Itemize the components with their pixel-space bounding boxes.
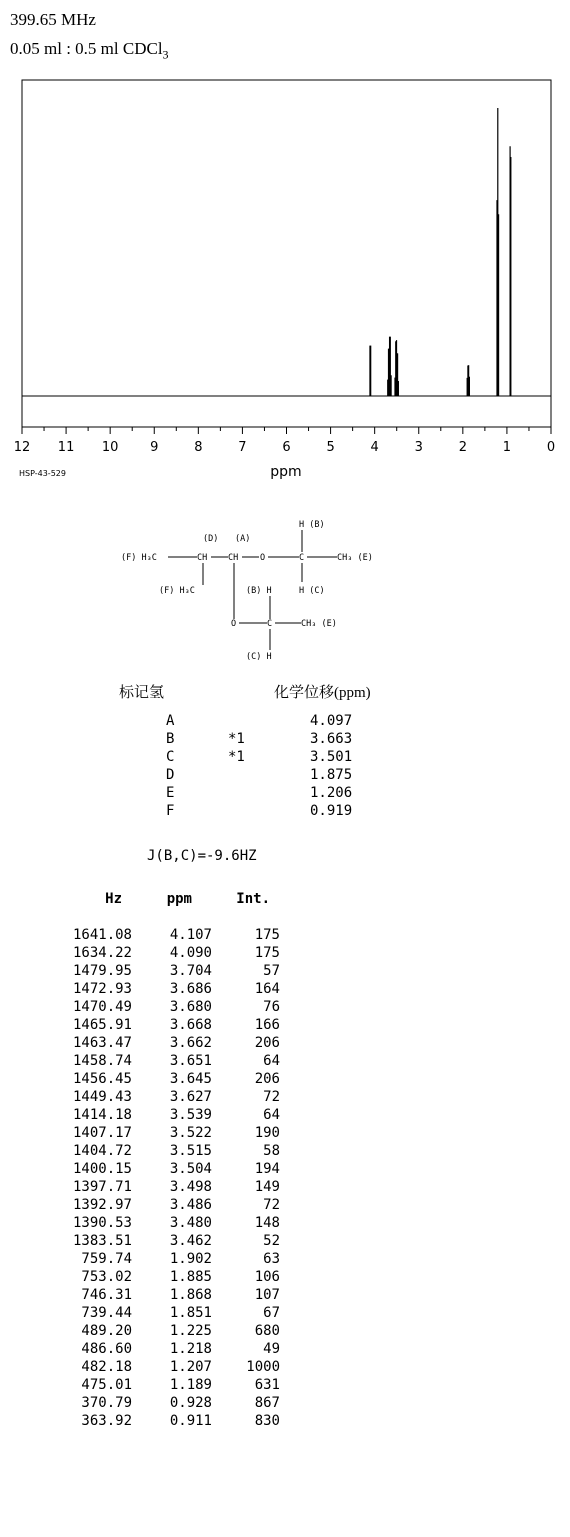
- cell-ppm: 0.911: [169, 1413, 212, 1429]
- cell-hz: 1463.47: [72, 1035, 132, 1051]
- cell-ppm: 3.539: [169, 1107, 212, 1123]
- cell-ppm: 4.107: [169, 927, 212, 943]
- cell-int: 49: [263, 1341, 280, 1357]
- table-row: [60, 1323, 290, 1341]
- cell-ppm: 1.218: [169, 1341, 212, 1357]
- structure-label-d: (D): [203, 534, 219, 544]
- tick-label: 1: [502, 440, 512, 455]
- cell-int: 867: [254, 1395, 280, 1411]
- cell-hz: 1414.18: [72, 1107, 132, 1123]
- cell-ppm: 1.868: [169, 1287, 212, 1303]
- tick-label: 12: [13, 440, 31, 455]
- cell-ppm: 3.480: [169, 1215, 212, 1231]
- assignment-row: [166, 749, 386, 767]
- structure-label-ch-d: CH: [197, 553, 208, 563]
- cell-hz: 1397.71: [72, 1179, 132, 1195]
- assignment-label: F: [166, 803, 175, 819]
- cell-int: 149: [254, 1179, 280, 1195]
- table-row: [60, 963, 290, 981]
- tick-label: 7: [238, 440, 247, 455]
- cell-ppm: 1.225: [169, 1323, 212, 1339]
- tick-label: 0: [546, 440, 556, 455]
- plot-frame: [22, 80, 551, 427]
- table-row: [60, 1413, 290, 1431]
- cell-hz: 1449.43: [72, 1089, 132, 1105]
- cell-int: 52: [263, 1233, 280, 1249]
- tick-label: 5: [326, 440, 335, 455]
- cell-hz: 1390.53: [72, 1215, 132, 1231]
- assignment-ppm: 4.097: [310, 713, 353, 729]
- table-row: [60, 981, 290, 999]
- structure-label-c2: C: [267, 619, 273, 629]
- table-row: [60, 1107, 290, 1125]
- assignment-ppm: 3.663: [310, 731, 353, 747]
- structure-label-hb-top: H (B): [299, 520, 325, 530]
- table-row: [60, 1071, 290, 1089]
- solvent-subscript: 3: [162, 47, 169, 62]
- cell-hz: 482.18: [81, 1359, 132, 1375]
- cell-int: 64: [263, 1107, 280, 1123]
- table-row: [60, 1125, 290, 1143]
- cell-hz: 1456.45: [72, 1071, 132, 1087]
- peak-table-header: [60, 891, 290, 927]
- cell-ppm: 3.522: [169, 1125, 212, 1141]
- structure-label-ch3e1: CH₃ (E): [337, 553, 373, 563]
- assignment-header-label: 标记氢: [119, 685, 165, 701]
- cell-hz: 753.02: [81, 1269, 132, 1285]
- cell-hz: 486.60: [81, 1341, 132, 1357]
- structure-label-f2: (F) H₃C: [159, 586, 195, 596]
- cell-ppm: 3.498: [169, 1179, 212, 1195]
- cell-int: 175: [254, 927, 280, 943]
- solvent-text: 0.05 ml : 0.5 ml CDCl: [10, 39, 163, 58]
- cell-int: 64: [263, 1053, 280, 1069]
- cell-ppm: 3.486: [169, 1197, 212, 1213]
- assignment-row: [166, 767, 386, 785]
- cell-hz: 1472.93: [72, 981, 132, 997]
- cell-ppm: 3.651: [169, 1053, 212, 1069]
- table-row: [60, 1179, 290, 1197]
- cell-hz: 1479.95: [72, 963, 132, 979]
- x-axis-label: ppm: [270, 464, 302, 480]
- assignment-label: B: [166, 731, 175, 747]
- cell-hz: 1392.97: [72, 1197, 132, 1213]
- coupling-constant: J(B,C)=-9.6HZ: [147, 848, 257, 864]
- table-row: [60, 1341, 290, 1359]
- table-row: [60, 1143, 290, 1161]
- structure-label-f1: (F) H₃C: [121, 553, 157, 563]
- cell-hz: 746.31: [81, 1287, 132, 1303]
- cell-int: 1000: [246, 1359, 280, 1375]
- cell-hz: 1470.49: [72, 999, 132, 1015]
- cell-int: 631: [254, 1377, 280, 1393]
- table-row: [60, 999, 290, 1017]
- cell-int: 106: [254, 1269, 280, 1285]
- cell-int: 206: [254, 1071, 280, 1087]
- tick-label: 4: [370, 440, 379, 455]
- cell-int: 72: [263, 1197, 280, 1213]
- table-row: [60, 1305, 290, 1323]
- cell-int: 680: [254, 1323, 280, 1339]
- structure-label-ch3e2: CH₃ (E): [301, 619, 337, 629]
- spectrometer-frequency: 399.65 MHz: [10, 10, 96, 29]
- assignment-row: [166, 713, 386, 731]
- cell-ppm: 3.680: [169, 999, 212, 1015]
- table-row: [60, 1287, 290, 1305]
- cell-int: 175: [254, 945, 280, 961]
- table-row: [60, 1377, 290, 1395]
- cell-hz: 1641.08: [72, 927, 132, 943]
- cell-ppm: 1.189: [169, 1377, 212, 1393]
- peak-series: [370, 108, 511, 396]
- cell-ppm: 3.668: [169, 1017, 212, 1033]
- cell-hz: 759.74: [81, 1251, 132, 1267]
- cell-ppm: 1.851: [169, 1305, 212, 1321]
- cell-ppm: 3.686: [169, 981, 212, 997]
- peak-table: [60, 891, 290, 1431]
- structure-label-ch-bottom: (C) H: [246, 652, 272, 662]
- cell-hz: 1634.22: [72, 945, 132, 961]
- structure-label-c1: C: [299, 553, 305, 563]
- spectrum-code: HSP-43-529: [19, 469, 66, 478]
- tick-label: 6: [282, 440, 291, 455]
- cell-ppm: 1.902: [169, 1251, 212, 1267]
- cell-hz: 363.92: [81, 1413, 132, 1429]
- structure-label-bh: (B) H: [246, 586, 272, 596]
- assignment-row: [166, 785, 386, 803]
- cell-hz: 1458.74: [72, 1053, 132, 1069]
- assignment-note: *1: [228, 731, 245, 747]
- header-ppm: ppm: [166, 891, 192, 907]
- cell-ppm: 3.504: [169, 1161, 212, 1177]
- cell-ppm: 1.207: [169, 1359, 212, 1375]
- table-row: [60, 945, 290, 963]
- cell-int: 148: [254, 1215, 280, 1231]
- assignment-ppm: 1.206: [310, 785, 353, 801]
- tick-label: 2: [458, 440, 467, 455]
- structure-label-o2: O: [231, 619, 237, 629]
- assignment-row: [166, 803, 386, 821]
- table-row: [60, 1089, 290, 1107]
- cell-hz: 1407.17: [72, 1125, 132, 1141]
- cell-hz: 475.01: [81, 1377, 132, 1393]
- table-row: [60, 1197, 290, 1215]
- structure-label-o1: O: [260, 553, 266, 563]
- cell-int: 830: [254, 1413, 280, 1429]
- cell-hz: 1383.51: [72, 1233, 132, 1249]
- cell-ppm: 3.645: [169, 1071, 212, 1087]
- assignment-ppm: 1.875: [310, 767, 353, 783]
- assignment-label: C: [166, 749, 175, 765]
- table-row: [60, 1053, 290, 1071]
- cell-ppm: 1.885: [169, 1269, 212, 1285]
- table-row: [60, 1035, 290, 1053]
- assignment-label: A: [166, 713, 175, 729]
- tick-label: 8: [194, 440, 203, 455]
- assignment-ppm: 3.501: [310, 749, 353, 765]
- molecular-structure: [115, 515, 395, 665]
- cell-int: 164: [254, 981, 280, 997]
- cell-hz: 739.44: [81, 1305, 132, 1321]
- header-hz: Hz: [105, 891, 122, 907]
- table-row: [60, 1233, 290, 1251]
- cell-hz: 370.79: [81, 1395, 132, 1411]
- tick-label: 11: [57, 440, 75, 455]
- table-row: [60, 1161, 290, 1179]
- cell-int: 57: [263, 963, 280, 979]
- structure-label-a: (A): [235, 534, 251, 544]
- cell-int: 166: [254, 1017, 280, 1033]
- cell-ppm: 0.928: [169, 1395, 212, 1411]
- cell-hz: 489.20: [81, 1323, 132, 1339]
- assignment-row: [166, 731, 386, 749]
- assignment-note: *1: [228, 749, 245, 765]
- assignment-label: D: [166, 767, 175, 783]
- assignment-table: [166, 713, 386, 821]
- tick-label: 3: [414, 440, 423, 455]
- cell-int: 58: [263, 1143, 280, 1159]
- cell-ppm: 3.627: [169, 1089, 212, 1105]
- cell-int: 76: [263, 999, 280, 1015]
- cell-hz: 1400.15: [72, 1161, 132, 1177]
- structure-label-hc-top: H (C): [299, 586, 325, 596]
- cell-hz: 1404.72: [72, 1143, 132, 1159]
- cell-int: 72: [263, 1089, 280, 1105]
- header-int: Int.: [236, 891, 270, 907]
- cell-int: 194: [254, 1161, 280, 1177]
- table-row: [60, 1359, 290, 1377]
- assignment-header-shift: 化学位移(ppm): [274, 685, 371, 701]
- tick-label: 10: [101, 440, 119, 455]
- cell-int: 63: [263, 1251, 280, 1267]
- table-row: [60, 927, 290, 945]
- cell-ppm: 3.515: [169, 1143, 212, 1159]
- table-row: [60, 1017, 290, 1035]
- cell-ppm: 3.704: [169, 963, 212, 979]
- cell-ppm: 3.462: [169, 1233, 212, 1249]
- structure-label-ch-a: CH: [228, 553, 239, 563]
- table-row: [60, 1269, 290, 1287]
- cell-int: 206: [254, 1035, 280, 1051]
- peak-table-body: [60, 927, 290, 1431]
- tick-label: 9: [150, 440, 159, 455]
- cell-ppm: 4.090: [169, 945, 212, 961]
- table-row: [60, 1215, 290, 1233]
- assignment-ppm: 0.919: [310, 803, 353, 819]
- cell-int: 190: [254, 1125, 280, 1141]
- cell-hz: 1465.91: [72, 1017, 132, 1033]
- table-row: [60, 1251, 290, 1269]
- x-axis-ticks: [14, 427, 555, 455]
- cell-int: 107: [254, 1287, 280, 1303]
- table-row: [60, 1395, 290, 1413]
- cell-ppm: 3.662: [169, 1035, 212, 1051]
- assignment-label: E: [166, 785, 175, 801]
- cell-int: 67: [263, 1305, 280, 1321]
